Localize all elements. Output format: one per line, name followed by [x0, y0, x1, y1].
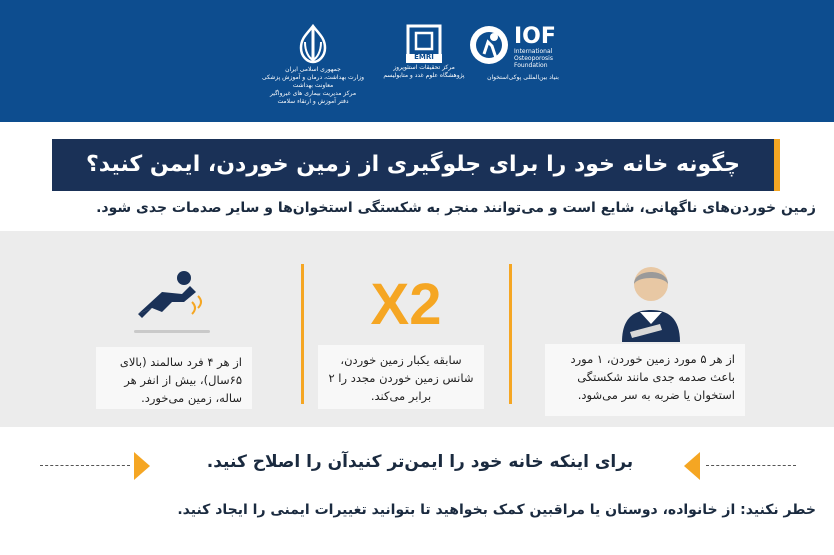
gov-caption-4: مرکز مدیریت بیماری های غیرواگیر: [269, 90, 357, 97]
header-banner: [0, 0, 834, 122]
emri-label: EMRI: [414, 53, 434, 61]
gov-caption-3: معاونت بهداشت: [292, 82, 334, 89]
x2-label: X2: [370, 272, 442, 337]
dashed-line-right: [706, 465, 796, 466]
elderly-falls-text: از هر ۴ فرد سالمند (بالای ۶۵سال)، بیش از انفر هر ساله، زمین می‌خورد.: [96, 347, 252, 409]
iof-line-1: International: [514, 48, 553, 55]
injured-person-icon: [620, 262, 682, 342]
double-risk-text: سابقه یکبار زمین خوردن، شانس زمین خوردن مجدد را ۲ برابر می‌کند.: [318, 345, 484, 409]
gov-caption-1: جمهوری اسلامی ایران: [285, 66, 341, 73]
iran-emblem-icon: [293, 22, 333, 66]
iof-line-3: Foundation: [514, 62, 548, 69]
page-title: چگونه خانه خود را برای جلوگیری از زمین خوردن، ایمن کنید؟: [52, 139, 780, 191]
triangle-right-icon: [134, 452, 150, 480]
iof-title: IOF: [514, 24, 556, 49]
iof-line-2: Osteoporosis: [514, 55, 553, 62]
emri-caption-1: مرکز تحقیقات استئوپروز: [393, 64, 455, 71]
emri-caption-2: پژوهشگاه علوم غدد و متابولیسم: [383, 72, 465, 79]
gov-caption-2: وزارت بهداشت، درمان و آموزش پزشکی: [261, 74, 365, 81]
triangle-left-icon: [684, 452, 700, 480]
iof-emblem-icon: [468, 24, 510, 66]
iran-health-ministry-logo: [258, 22, 368, 106]
dashed-line-left: [40, 465, 130, 466]
emri-logo: [374, 24, 474, 80]
divider-line: [301, 264, 304, 404]
bottom-title: برای اینکه خانه خود را ایمن‌تر کنیدآن را اصلاح کنید.: [206, 452, 634, 472]
gov-caption-5: دفتر آموزش و ارتقاء سلامت: [277, 98, 349, 105]
footer-text: خطر نکنید: از خانواده، دوستان یا مراقبین کمک بخواهید تا بتوانید تغییرات ایمنی را ایجاد کنید.: [177, 502, 816, 518]
page-subtitle: زمین خوردن‌های ناگهانی، شایع است و می‌توانند منجر به شکستگی استخوان‌ها و سایر صدمات جدی شود.: [96, 200, 816, 216]
divider-line: [509, 264, 512, 404]
slipping-person-icon: [132, 268, 212, 336]
iof-caption-fa: بنیاد بین‌المللی پوکی‌استخوان: [487, 74, 559, 81]
fracture-stat-text: از هر ۵ مورد زمین خوردن، ۱ مورد باعث صدمه جدی مانند شکستگی استخوان یا ضربه به سر می‌شود.: [545, 344, 745, 416]
